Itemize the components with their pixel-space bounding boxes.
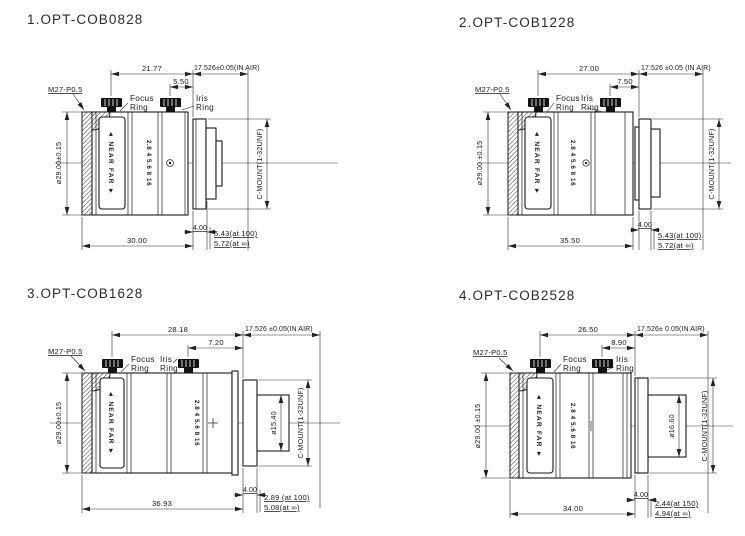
aperture-scale: 2.8 4 5.6 8 16 [145, 139, 152, 187]
drawing-title: 4.OPT-COB2528 [459, 288, 576, 303]
dim-flange-focal: 17.526±0.05(IN AIR) [194, 65, 260, 72]
mount-spec-label: C-MOUNT(1-32UNF) [700, 390, 709, 462]
focus-thumbscrew [528, 98, 549, 112]
dim-mount-length: 4.00 [633, 492, 649, 499]
dim-outer-diameter: ø29.00±0.15 [54, 141, 63, 185]
iris-thumbscrew [160, 98, 181, 112]
focus-ring-label-1: Focus [556, 94, 580, 103]
near-far-scale: ◄ NEAR FAR ► [107, 130, 114, 196]
focus-ring-label-1: Focus [563, 355, 587, 364]
mount-step-ring [635, 127, 639, 200]
dim-overall-length: 34.00 [562, 504, 584, 513]
dim-iris-to-flange: 7.50 [617, 77, 633, 86]
drawing-title: 3.OPT-COB1628 [27, 286, 144, 301]
lens-drawing-cob0828 [0, 0, 372, 268]
dim-mount-length: 4.00 [242, 487, 258, 494]
dim-outer-diameter: ø29.00±0.15 [54, 401, 63, 445]
mount-flange-ring [243, 380, 257, 466]
dim-front-to-flange: 21.77 [141, 64, 163, 73]
knurled-front-ring [82, 112, 92, 215]
dim-front-to-flange: 28.18 [167, 325, 189, 334]
knurled-front-ring [508, 112, 518, 215]
iris-ring-label-1: Iris [581, 94, 594, 103]
focus-ring-label-2: Ring [130, 103, 149, 112]
mount-flange-ring [635, 378, 648, 473]
focus-ring-label-2: Ring [131, 364, 150, 373]
lens-drawing-cob1628 [0, 268, 372, 536]
iris-thumbscrew [600, 98, 621, 112]
lens-drawing-cob2528 [373, 268, 745, 536]
iris-ring-label-1: Iris [160, 355, 173, 364]
dim-mount-length: 4.00 [192, 225, 208, 232]
rear-end-ring [232, 371, 238, 475]
lens-body [510, 359, 686, 478]
dim-flange-focal: 17.526± 0.05(IN AIR) [637, 326, 705, 333]
near-far-scale: ◄ NEAR FAR ► [107, 390, 114, 456]
back-focus-infinity: 5.08(at ∞) [264, 503, 300, 512]
aperture-scale: 2.8 4 5.6 8 16 [569, 139, 576, 187]
mount-flange-ring [193, 119, 206, 209]
lens-panel-4 [373, 268, 745, 536]
focus-ring-label-1: Focus [130, 94, 154, 103]
dim-outer-diameter: ø29.00 ±0.15 [475, 140, 484, 186]
mount-flange-ring [639, 119, 651, 209]
back-focus-infinity: 5.72(at ∞) [658, 241, 694, 250]
back-focus-near: 5.43(at 100) [658, 231, 702, 240]
drawing-title: 2.OPT-COB1228 [459, 15, 576, 30]
dim-rear-diameter: ø16.60 [667, 414, 676, 438]
iris-thumbscrew [592, 359, 613, 373]
aperture-scale: 2.8 4 5.6 8 16 [193, 399, 200, 447]
dim-front-to-flange: 26.50 [577, 325, 599, 334]
back-focus-near: 2.44(at 150) [655, 499, 699, 508]
lens-panel-2 [373, 0, 745, 268]
lens-panel-1 [0, 0, 372, 268]
iris-ring-label-1: Iris [616, 355, 629, 364]
mount-spec-label: C-MOUNT(1-32UNF) [296, 387, 305, 459]
lens-body [508, 98, 660, 215]
dim-front-to-flange: 27.00 [578, 64, 600, 73]
focus-thumbscrew [101, 98, 122, 112]
iris-ring-label-2: Ring [616, 364, 635, 373]
c-mount-thread [206, 128, 216, 199]
dim-iris-to-flange: 7.20 [208, 338, 224, 347]
focus-thumbscrew [530, 359, 551, 373]
aperture-scale: 2.8 4 5.6 8 16 [569, 402, 576, 450]
dim-flange-focal: 17.526 ±0.05(IN AIR) [245, 326, 313, 333]
drawing-title: 1.OPT-COB0828 [27, 12, 144, 27]
near-far-scale: ◄ NEAR FAR ► [533, 130, 540, 196]
dim-overall-length: 36.93 [151, 499, 173, 508]
iris-ring-label-1: Iris [196, 94, 209, 103]
knurled-front-ring [82, 373, 92, 473]
lens-body [82, 98, 222, 215]
lens-body [82, 359, 289, 475]
mount-spec-label: C-MOUNT(1-32UNF) [707, 128, 716, 200]
knurled-front-ring [510, 373, 519, 478]
dim-iris-to-flange: 8.90 [611, 338, 627, 347]
thread-label: M27-P0.5 [473, 348, 508, 357]
focus-ring-label-2: Ring [563, 364, 582, 373]
near-far-scale: ◄ NEAR FAR ► [535, 393, 542, 459]
c-mount-step [216, 141, 222, 186]
dim-overall-length: 35.50 [559, 236, 581, 245]
focus-ring-label-1: Focus [131, 355, 155, 364]
focus-ring-label-2: Ring [556, 103, 575, 112]
iris-ring-label-2: Ring [196, 103, 215, 112]
back-focus-near: 2.89 (at 100) [264, 493, 310, 502]
back-focus-infinity: 5.72(at ∞) [214, 239, 250, 248]
dim-overall-length: 30.00 [126, 236, 148, 245]
dim-mount-length: 4.00 [637, 222, 653, 229]
iris-ring-label-2: Ring [160, 364, 179, 373]
back-focus-near: 5.43(at 100) [214, 229, 258, 238]
lens-drawing-cob1228 [373, 0, 745, 268]
c-mount-thread [651, 129, 660, 197]
thread-label: M27-P0.5 [48, 347, 83, 356]
focus-thumbscrew [102, 359, 123, 373]
lens-panel-3 [0, 268, 372, 536]
iris-thumbscrew [178, 359, 199, 373]
dim-flange-focal: 17.526 ±0.05 (IN AIR) [641, 65, 711, 72]
dim-outer-diameter: ø29.00 ±0.15 [473, 403, 482, 449]
mount-spec-label: C-MOUNT(1-32UNF) [255, 128, 264, 200]
dim-iris-to-flange: 5.50 [173, 77, 189, 86]
dim-rear-diameter: ø15.40 [269, 411, 278, 435]
back-focus-infinity: 4.94(at ∞) [655, 509, 691, 518]
thread-label: M27-P0.5 [475, 85, 510, 94]
iris-ring-label-2: Ring [581, 103, 600, 112]
thread-label: M27-P0.5 [48, 85, 83, 94]
